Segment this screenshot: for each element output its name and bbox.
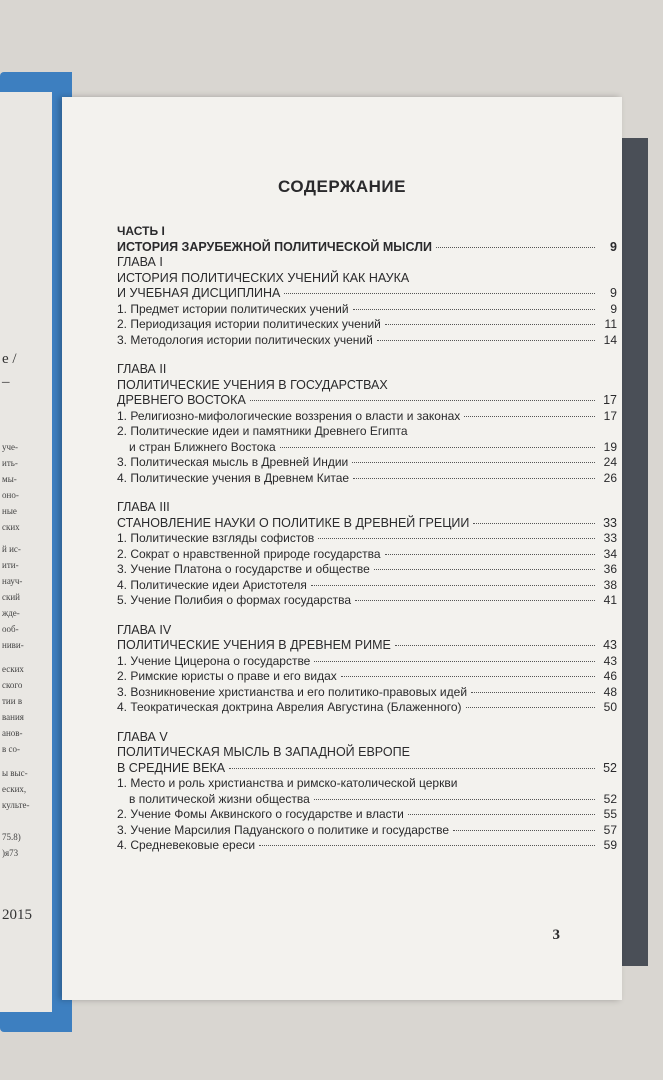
- chapter-label: ГЛАВА I: [117, 255, 163, 269]
- toc-page-number: 52: [603, 791, 617, 806]
- background-text-fragment: ниви-: [2, 640, 24, 650]
- chapter-title: [117, 516, 617, 532]
- dot-leader: [259, 845, 595, 846]
- toc-item: 1. Место и роль христианства и римско-католической церкви: [117, 776, 458, 790]
- toc-item: [117, 471, 617, 487]
- background-text-fragment: ы выс-: [2, 768, 28, 778]
- background-text-fragment: ский: [2, 592, 20, 602]
- background-text-fragment: оно-: [2, 490, 19, 500]
- background-text-fragment: )я73: [2, 848, 19, 858]
- dot-leader: [311, 585, 595, 586]
- page-number: 3: [552, 927, 560, 943]
- toc-page-number: 43: [603, 653, 617, 668]
- toc-entry-text: 1. Учение Цицерона о государстве: [117, 653, 311, 668]
- background-text-fragment: ских: [2, 522, 20, 532]
- toc-entry-text: 2. Периодизация истории политических учений: [117, 317, 381, 331]
- dot-leader: [436, 247, 595, 248]
- toc-entry-text: В СРЕДНИЕ ВЕКА: [117, 760, 226, 775]
- dot-leader: [374, 569, 595, 570]
- dot-leader: [284, 293, 595, 294]
- chapter-label: ГЛАВА IV: [117, 622, 172, 637]
- toc-page-number: 59: [603, 838, 617, 852]
- toc-item: [117, 455, 617, 471]
- chapter-label: ГЛАВА V: [117, 729, 168, 744]
- toc-entry-text: 2. Учение Фомы Аквинского о государстве и власти: [117, 807, 404, 821]
- background-text-fragment: ити-: [2, 560, 19, 570]
- toc-entry-text: ПОЛИТИЧЕСКИЕ УЧЕНИЯ В ДРЕВНЕМ РИМЕ: [117, 638, 391, 652]
- background-text-fragment: ского: [2, 680, 23, 690]
- toc-page-number: 14: [603, 332, 617, 347]
- toc-page-number: 24: [603, 455, 617, 469]
- chapter-title: ПОЛИТИЧЕСКАЯ МЫСЛЬ В ЗАПАДНОЙ ЕВРОПЕ: [117, 745, 410, 759]
- toc-entry-text: 3. Методология истории политических учений: [117, 332, 373, 347]
- toc-page-number: 26: [603, 470, 617, 485]
- toc-page-number: 9: [610, 286, 617, 300]
- toc-entry-text: 4. Политические идеи Аристотеля: [117, 577, 307, 592]
- toc-entry-text: 1. Религиозно-мифологические воззрения о власти и законах: [117, 408, 461, 423]
- toc-page-number: 38: [603, 577, 617, 592]
- page-title: СОДЕРЖАНИЕ: [278, 177, 406, 196]
- toc-item: [117, 547, 617, 563]
- toc-page-number: 55: [603, 807, 617, 821]
- dot-leader: [355, 600, 595, 601]
- toc-entry-text: 5. Учение Полибия о формах государства: [117, 593, 352, 607]
- background-text-fragment: тии в: [2, 696, 23, 706]
- toc-entry-text: 4. Средневековые ереси: [117, 838, 256, 852]
- toc-item: [117, 562, 617, 578]
- chapter-title: ПОЛИТИЧЕСКИЕ УЧЕНИЯ В ГОСУДАРСТВАХ: [117, 377, 388, 392]
- dot-leader: [471, 692, 595, 693]
- dot-leader: [395, 645, 595, 646]
- background-text-fragment: ные: [2, 506, 17, 516]
- toc-item: [117, 302, 617, 318]
- dot-leader: [229, 768, 595, 769]
- chapter-title: ИСТОРИЯ ПОЛИТИЧЕСКИХ УЧЕНИЙ КАК НАУКА: [117, 270, 410, 285]
- chapter-title: [117, 286, 617, 302]
- background-text-fragment: 2015: [2, 907, 32, 923]
- background-text-fragment: еских,: [2, 784, 27, 794]
- toc-item: [117, 685, 617, 701]
- background-text-fragment: анов-: [2, 728, 23, 738]
- toc-page-number: 9: [610, 301, 617, 316]
- toc-page-number: 19: [603, 439, 617, 454]
- chapter-label: ГЛАВА II: [117, 362, 167, 376]
- toc-item: [117, 700, 617, 716]
- toc-page-number: 36: [603, 562, 617, 576]
- dot-leader: [377, 340, 595, 341]
- toc-page-number: 41: [603, 593, 617, 607]
- background-text-fragment: ооб-: [2, 624, 19, 634]
- toc-entry-text: в политической жизни общества: [129, 791, 310, 806]
- chapter-title: [117, 638, 617, 654]
- toc-item: [117, 578, 617, 594]
- toc-item: 2. Политические идеи и памятники Древнего Египта: [117, 424, 408, 438]
- background-text-fragment: ждe-: [2, 608, 20, 618]
- toc-item: [117, 838, 617, 854]
- toc-item: [117, 807, 617, 823]
- toc-entry-text: ИСТОРИЯ ЗАРУБЕЖНОЙ ПОЛИТИЧЕСКОЙ МЫСЛИ: [117, 239, 433, 254]
- toc-page-number: 17: [603, 408, 617, 423]
- toc-entry-text: 1. Политические взгляды софистов: [117, 531, 315, 545]
- toc-entry-text: 3. Учение Платона о государстве и обществе: [117, 562, 370, 576]
- section-gap: [117, 716, 617, 730]
- toc-entry-text: 1. Предмет истории политических учений: [117, 301, 349, 316]
- toc-page-number: 17: [603, 393, 617, 407]
- dot-leader: [385, 554, 595, 555]
- background-book-page: [0, 92, 52, 1012]
- dot-leader: [353, 478, 595, 479]
- chapter-title: [117, 761, 617, 777]
- toc-entry-text: и стран Ближнего Востока: [129, 439, 276, 454]
- toc-entry-text: 4. Теократическая доктрина Аврелия Августина (Блаженного): [117, 700, 462, 714]
- dot-leader: [341, 676, 595, 677]
- background-text-fragment: еских: [2, 664, 24, 674]
- toc-entry-text: СТАНОВЛЕНИЕ НАУКИ О ПОЛИТИКЕ В ДРЕВНЕЙ ГРЕЦИИ: [117, 515, 470, 530]
- toc-entry-text: ДРЕВНЕГО ВОСТОКА: [117, 393, 246, 407]
- chapter-label: ГЛАВА III: [117, 500, 170, 514]
- toc-entry-text: 2. Римские юристы о праве и его видах: [117, 669, 337, 683]
- toc-item: [117, 823, 617, 839]
- part-label: ЧАСТЬ I: [117, 224, 165, 238]
- dot-leader: [453, 830, 595, 831]
- background-text-fragment: культе-: [2, 800, 30, 810]
- toc-entry-text: 3. Учение Марсилия Падуанского о политике и государстве: [117, 822, 449, 837]
- toc-entry-text: И УЧЕБНАЯ ДИСЦИПЛИНА: [117, 286, 281, 300]
- toc-page-number: 48: [603, 684, 617, 699]
- section-gap: [117, 609, 617, 623]
- section-gap: [117, 486, 617, 500]
- background-text-fragment: мы-: [2, 474, 17, 484]
- toc-entry-text: 4. Политические учения в Древнем Китае: [117, 470, 350, 485]
- dot-leader: [318, 538, 595, 539]
- background-text-fragment: в со-: [2, 744, 20, 754]
- toc-page-number: 46: [603, 669, 617, 683]
- toc-item: [117, 333, 617, 349]
- toc-entry-text: 3. Политическая мысль в Древней Индии: [117, 455, 349, 469]
- toc-page-number: 34: [603, 546, 617, 561]
- toc-item: [117, 593, 617, 609]
- background-text-fragment: е /: [2, 351, 17, 367]
- toc-entry-text: 2. Сократ о нравственной природе государства: [117, 546, 381, 561]
- toc-page-number: 9: [610, 239, 617, 254]
- toc-page-number: 52: [603, 760, 617, 775]
- background-text-fragment: уче-: [2, 442, 19, 452]
- dot-leader: [464, 416, 595, 417]
- toc-item-continuation: [117, 440, 617, 456]
- dot-leader: [314, 661, 595, 662]
- dot-leader: [353, 309, 595, 310]
- dot-leader: [473, 523, 595, 524]
- toc-item: [117, 669, 617, 685]
- background-text-fragment: ить-: [2, 458, 18, 468]
- dot-leader: [408, 814, 595, 815]
- background-text-fragment: –: [2, 374, 10, 390]
- toc-page-number: 43: [603, 638, 617, 652]
- toc-item: [117, 409, 617, 425]
- toc-item-continuation: [117, 792, 617, 808]
- toc-page-number: 33: [603, 515, 617, 530]
- background-text-fragment: 75.8): [2, 832, 21, 842]
- dot-leader: [314, 799, 595, 800]
- background-text-fragment: й ис-: [2, 544, 21, 554]
- dot-leader: [250, 400, 595, 401]
- toc-item: [117, 317, 617, 333]
- toc-entry-text: 3. Возникновение христианства и его политико-правовых идей: [117, 684, 468, 699]
- chapter-title: [117, 393, 617, 409]
- toc-item: [117, 654, 617, 670]
- toc-page-number: 50: [603, 700, 617, 714]
- table-of-contents: [117, 224, 617, 854]
- section-gap: [117, 348, 617, 362]
- toc-item: [117, 531, 617, 547]
- toc-page-number: 57: [603, 822, 617, 837]
- toc-page-number: 11: [604, 317, 617, 331]
- dot-leader: [280, 447, 595, 448]
- document-page: [62, 97, 622, 1000]
- dot-leader: [385, 324, 595, 325]
- part-title: [117, 240, 617, 256]
- background-text-fragment: вания: [2, 712, 24, 722]
- toc-page-number: 33: [603, 531, 617, 545]
- dot-leader: [352, 462, 595, 463]
- background-text-fragment: науч-: [2, 576, 23, 586]
- dot-leader: [466, 707, 595, 708]
